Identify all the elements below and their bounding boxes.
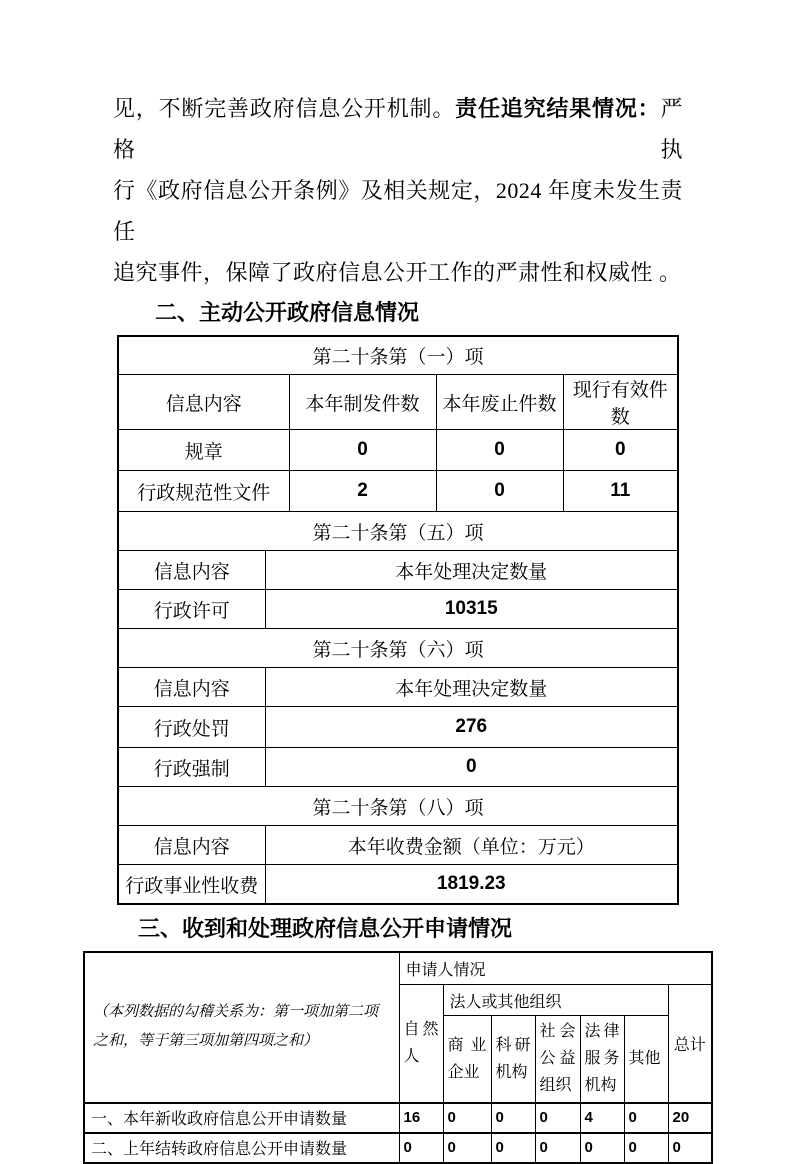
value-cell: 1819.23	[265, 865, 678, 905]
intro-line-1	[113, 88, 683, 170]
row-label-admin-coercion: 行政强制	[118, 748, 265, 787]
column-header-issued: 本年制发件数	[289, 375, 436, 430]
proactive-disclosure-table	[117, 335, 679, 905]
intro-line-2: 行《政府信息公开条例》及相关规定，2024 年度未发生责任	[113, 178, 683, 244]
table-row	[118, 430, 678, 471]
value-cell: 0	[436, 471, 563, 512]
column-header-total: 总计	[668, 985, 712, 1103]
value-cell: 11	[563, 471, 678, 512]
intro-line-1-bold: 责任追究结果情况：	[455, 96, 661, 121]
section-heading-applications: 三、收到和处理政府信息公开申请情况	[138, 916, 513, 941]
row-label-admin-fees: 行政事业性收费	[118, 865, 265, 905]
row-label-normative-documents: 行政规范性文件	[118, 471, 289, 512]
banner-article20-item5: 第二十条第（五）项	[118, 512, 678, 551]
row-label-carried-over-applications: 二、上年结转政府信息公开申请数量	[84, 1133, 399, 1163]
column-header-commercial-enterprise: 商业企业	[443, 1016, 491, 1103]
applications-table	[83, 951, 713, 1164]
value-cell: 20	[668, 1103, 712, 1133]
value-cell: 0	[624, 1133, 668, 1163]
section-heading-proactive-disclosure: 二、主动公开政府信息情况	[155, 300, 420, 325]
table-row	[118, 865, 678, 905]
column-header-abolished: 本年废止件数	[436, 375, 563, 430]
value-cell: 4	[580, 1103, 624, 1133]
value-cell: 0	[443, 1103, 491, 1133]
value-cell: 0	[399, 1133, 443, 1163]
banner-article20-item1: 第二十条第（一）项	[118, 336, 678, 375]
value-cell: 0	[491, 1103, 535, 1133]
banner-article20-item6: 第二十条第（六）项	[118, 629, 678, 668]
table-row	[84, 1133, 712, 1163]
value-cell: 16	[399, 1103, 443, 1133]
row-label-admin-license: 行政许可	[118, 590, 265, 629]
column-header-other: 其他	[624, 1016, 668, 1103]
value-cell: 0	[491, 1133, 535, 1163]
value-cell: 0	[563, 430, 678, 471]
value-cell: 0	[624, 1103, 668, 1133]
table-row	[84, 1103, 712, 1133]
table-row	[118, 590, 678, 629]
column-header-decisions: 本年处理决定数量	[265, 551, 678, 590]
value-cell: 0	[580, 1133, 624, 1163]
value-cell: 0	[265, 748, 678, 787]
column-header-natural-person: 自然人	[399, 985, 443, 1103]
reconciliation-note: （本列数据的勾稽关系为：第一项加第二项之和，等于第三项加第四项之和）	[84, 952, 399, 1103]
intro-paragraph	[113, 0, 683, 293]
column-header-info-content: 信息内容	[118, 826, 265, 865]
column-header-info-content: 信息内容	[118, 375, 289, 430]
value-cell: 0	[289, 430, 436, 471]
table-row	[118, 707, 678, 748]
column-header-decisions: 本年处理决定数量	[265, 668, 678, 707]
intro-line-3: 追究事件，保障了政府信息公开工作的严肃性和权威性 。	[113, 260, 682, 285]
applicant-header-cell: 申请人情况	[399, 952, 712, 985]
column-header-legal-service-org: 法律服务机构	[580, 1016, 624, 1103]
column-header-research-institution: 科研机构	[491, 1016, 535, 1103]
value-cell: 0	[436, 430, 563, 471]
value-cell: 0	[443, 1133, 491, 1163]
row-label-admin-penalty: 行政处罚	[118, 707, 265, 748]
table-row	[118, 748, 678, 787]
column-header-public-welfare-org: 社会公益组织	[535, 1016, 580, 1103]
row-label-new-applications: 一、本年新收政府信息公开申请数量	[84, 1103, 399, 1133]
column-header-info-content: 信息内容	[118, 551, 265, 590]
column-header-legal-org-group: 法人或其他组织	[443, 985, 668, 1016]
value-cell: 0	[668, 1133, 712, 1163]
column-header-fees: 本年收费金额（单位：万元）	[265, 826, 678, 865]
value-cell: 10315	[265, 590, 678, 629]
value-cell: 0	[535, 1103, 580, 1133]
value-cell: 2	[289, 471, 436, 512]
value-cell: 0	[535, 1133, 580, 1163]
banner-article20-item8: 第二十条第（八）项	[118, 787, 678, 826]
intro-line-1-pre: 见，不断完善政府信息公开机制。	[113, 96, 456, 121]
row-label-regulations: 规章	[118, 430, 289, 471]
intro-line-1-post: 严格执	[113, 96, 683, 162]
table-row	[118, 471, 678, 512]
value-cell: 276	[265, 707, 678, 748]
column-header-info-content: 信息内容	[118, 668, 265, 707]
column-header-effective: 现行有效件数	[563, 375, 678, 430]
